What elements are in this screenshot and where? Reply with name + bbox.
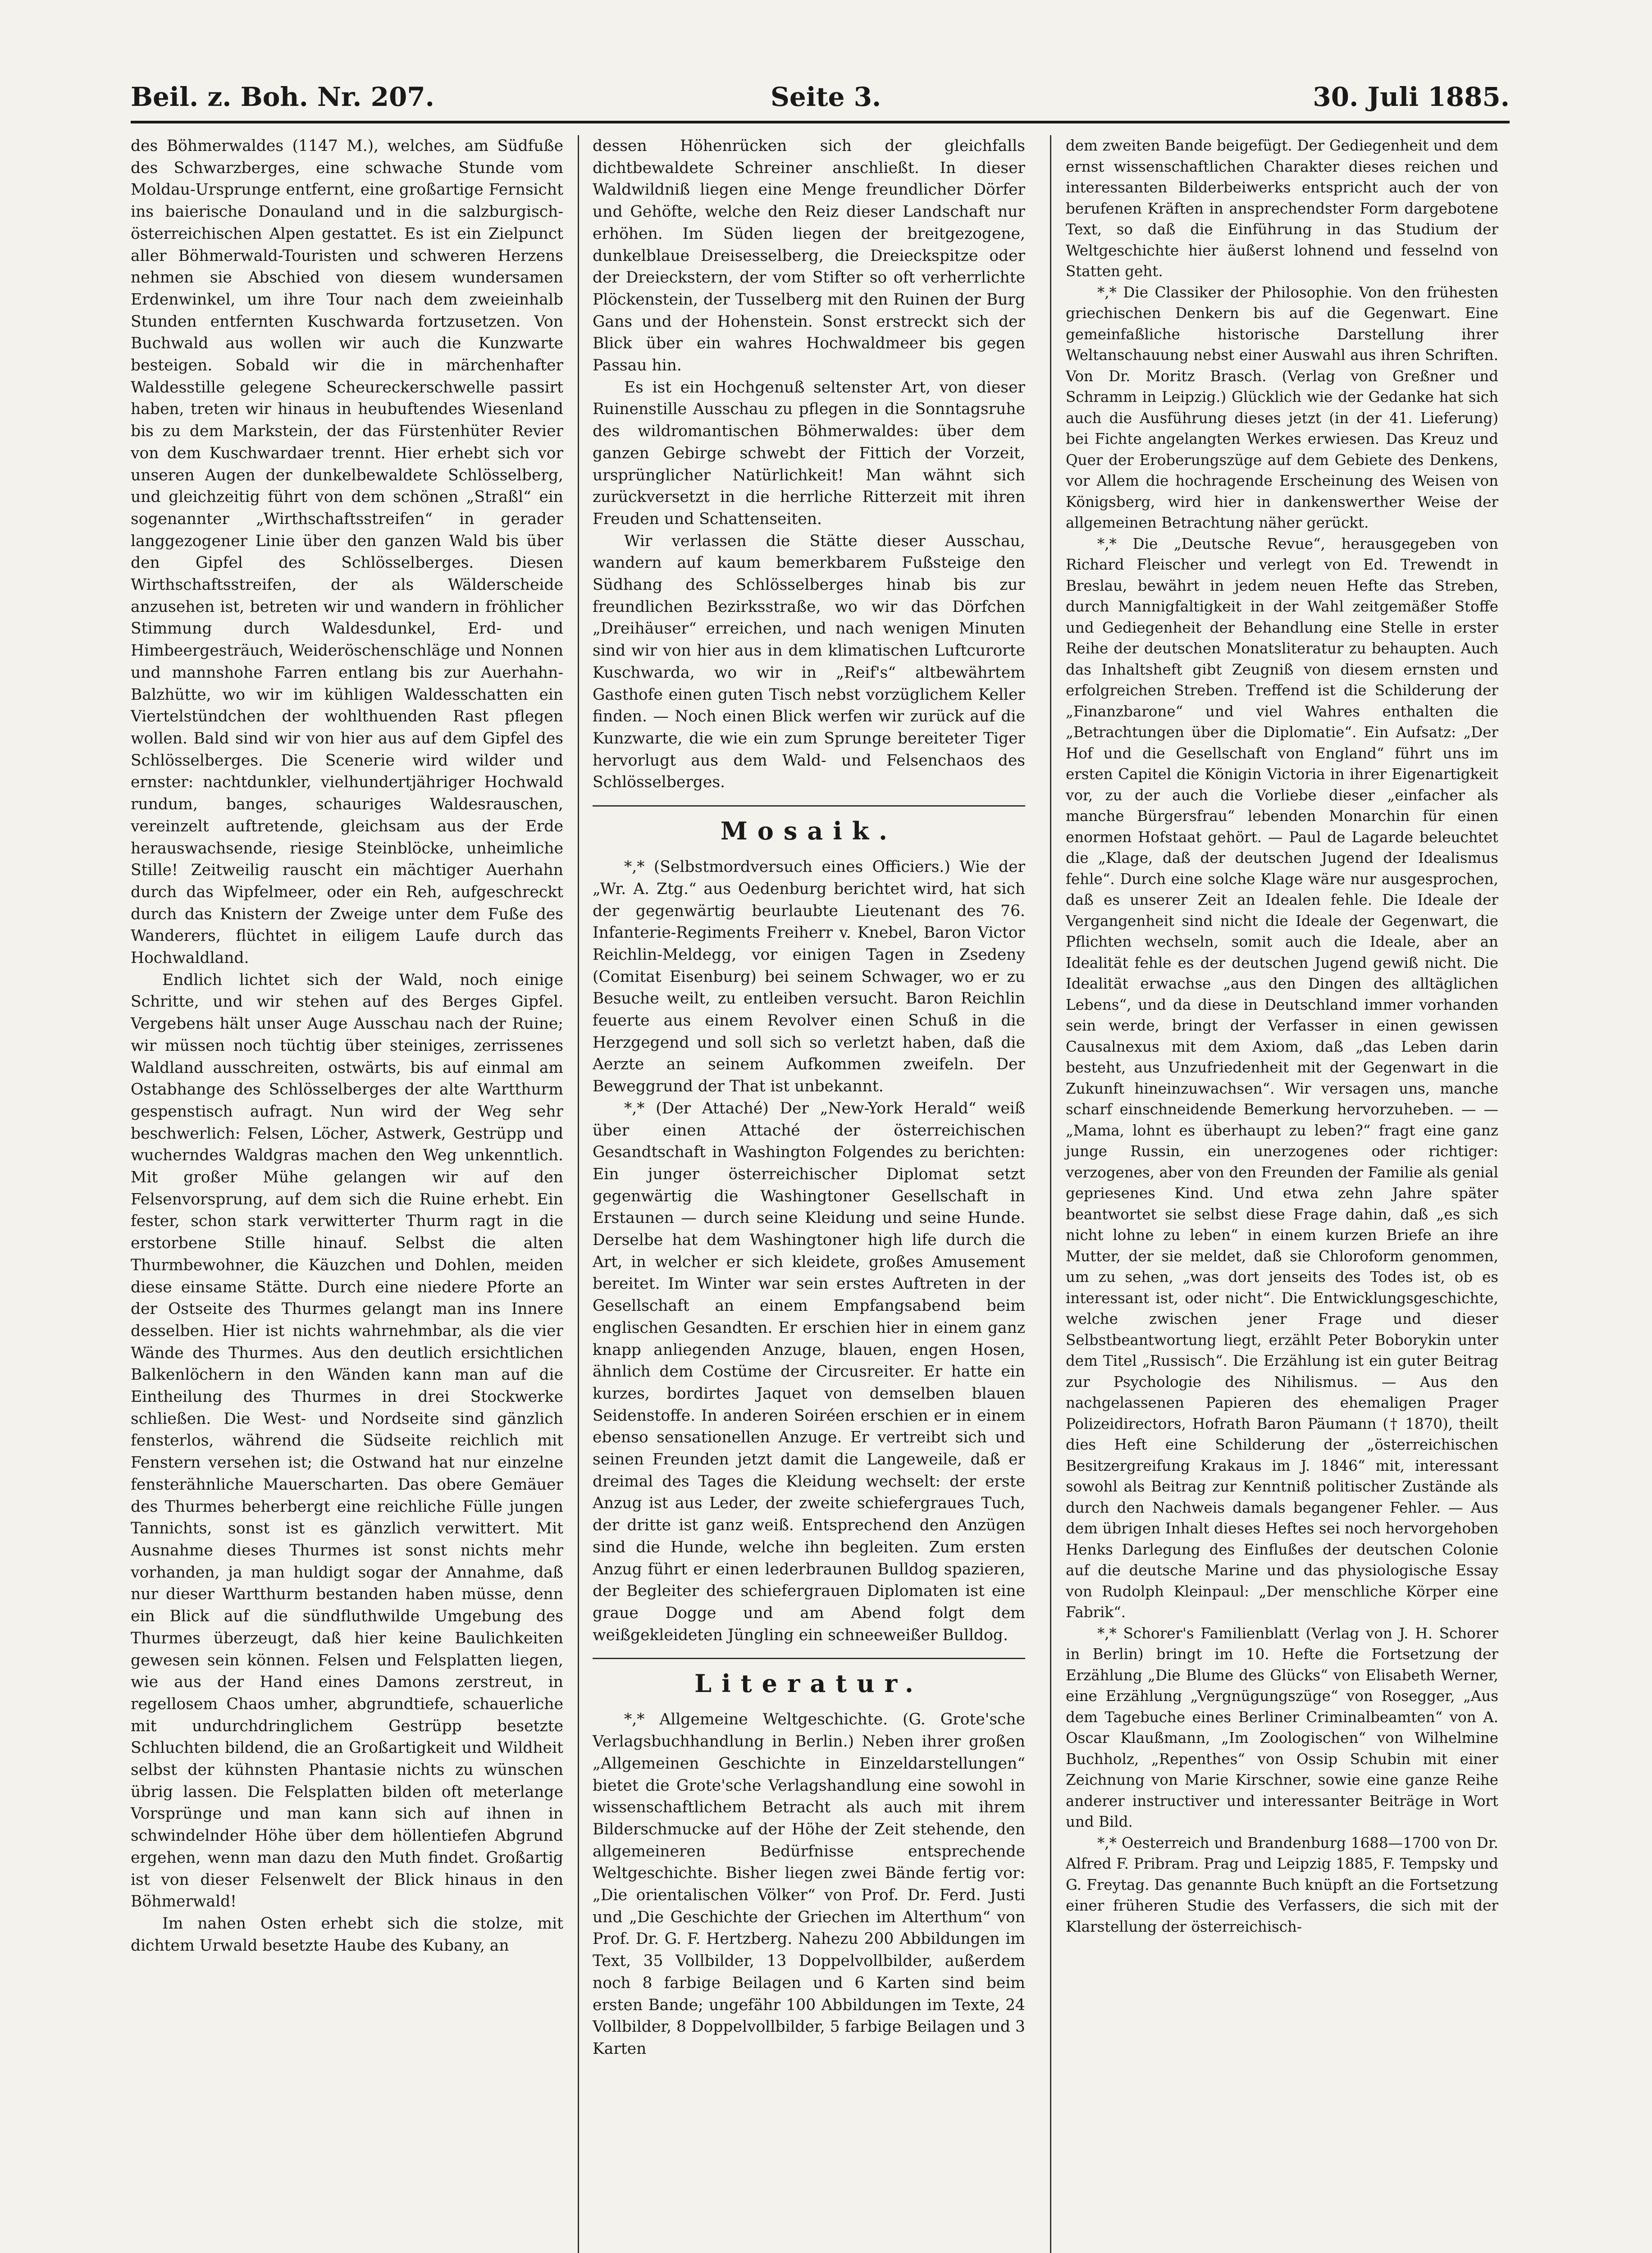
literatur-item: *,* Allgemeine Weltgeschichte. (G. Grote'sche Verlagsbuchhandlung in Berlin.) Neben ihrer großen „Allgemeinen Geschichte in Einzeldarstellungen“ bietet die Grote'sche Verlagshandlung eine sowohl in wissenschaftlichem Betracht als auch mit ihrem Bilderschmucke auf der Höhe der Zeit stehende, den allgemeineren Bedürfnisse entsprechende Weltgeschichte. Bisher liegen zwei Bände fertig vor: „Die orientalischen Völker“ von Prof. Dr. Ferd. Justi und „Die Geschichte der Griechen im Alterthum“ von Prof. Dr. G. F. Hertzberg. Nahezu 200 Abbildungen im Text, 35 Vollbilder, 13 Doppelvollbilder, außerdem noch 8 farbige Beilagen und 6 Karten sind beim ersten Bande; ungefähr 100 Abbildungen im Texte, 24 Vollbilder, 8 Doppelvollbilder, 5 farbige Beilagen und 3 Karten [593, 1710, 1025, 2058]
literatur-item: dem zweiten Bande beigefügt. Der Gediegenheit und dem ernst wissenschaftlichen Charakter dieses reichen und interessanten Bilderbeiwerks entspricht auch der von berufenen Kräften in ansprechendster Form dargebotene Text, so daß die Einführung in das Studium der Weltgeschichte hier äußerst lohnend und fesselnd von Statten geht. [1066, 137, 1498, 280]
mosaik-item: *,* (Selbstmordversuch eines Officiers.) Wie der „Wr. A. Ztg.“ aus Oedenburg berichtet wird, hat sich der gegenwärtig beurlaubte Lieutenant des 76. Infanterie-Regiments Freiherr v. Knebel, Baron Victor Reichlin-Meldegg, vor einigen Tagen in Zsedeny (Comitat Eisenburg) bei seinem Schwager, wo er zu Besuche weilt, zu entleiben versucht. Baron Reichlin feuerte aus einem Revolver einen Schuß in die Herzgegend und soll sich so verletzt haben, daß die Aerzte an seinem Aufkommen zweifeln. Der Beweggrund der That ist unbekannt. [593, 858, 1025, 1096]
literatur-item: *,* Oesterreich und Brandenburg 1688—1700 von Dr. Alfred F. Pribram. Prag und Leipzig 1885, F. Tempsky und G. Freytag. Das genannte Buch knüpft an die Fortsetzung einer früheren Studie des Verfassers, die sich mit der Klarstellung der österreichisch- [1066, 1834, 1498, 1935]
literatur-item: *,* Die „Deutsche Revue“, herausgegeben von Richard Fleischer und verlegt von Ed. Trewendt in Breslau, bewährt in jedem neuen Hefte das Streben, durch Mannigfaltigkeit in der Wahl zeitgemäßer Stoffe und Gediegenheit der Behandlung eine Stelle in erster Reihe der deutschen Monatsliteratur zu behaupten. Auch das Inhaltsheft gibt Zeugniß von diesem ernsten und erfolgreichen Streben. Treffend ist die Schilderung der „Finanzbarone“ und viel Wahres enthalten die „Betrachtungen über die Diplomatie“. Ein Aufsatz: „Der Hof und die Gesellschaft von England“ führt uns im ersten Capitel die Königin Victoria in ihrer Eigenartigkeit vor, zu der auch die Vorliebe dieser „einfacher als manche Bürgersfrau“ lebenden Monarchin für einen enormen Hofstaat gehört. — Paul de Lagarde beleuchtet die „Klage, daß der deutschen Jugend der Idealismus fehle“. Durch eine solche Klage wäre nur ausgesprochen, daß es unserer Zeit an Idealen fehle. Die Ideale der Vergangenheit sind nicht die Ideale der Gegenwart, die Pflichten wechseln, somit auch die Ideale, aber an Idealität fehle es der deutschen Jugend gewiß nicht. Die Idealität erwachse „aus den Dingen des alltäglichen Lebens“, und da diese in Deutschland immer vorhanden sein werde, bringt der Verfasser in einen gewissen Causalnexus mit dem Axiom, daß „das Leben darin besteht, aus Unzufriedenheit mit der Gegenwart in die Zukunft hineinzuwachsen“. Wir versagen uns, manche scharf einschneidende Bemerkung hervorzuheben. — — „Mama, lohnt es überhaupt zu leben?“ fragt eine ganz junge Russin, ein unerzogenes oder richtiger: verzogenes, aber von den Freunden der Familie als genial gepriesenes Kind. Und etwa zehn Jahre später beantwortet sie selbst diese Frage dahin, daß „es sich nicht lohne zu leben“ in einem kurzen Briefe an ihre Mutter, der sie meldet, daß sie Chloroform genommen, um zu sehen, „was dort jenseits des Todes ist, ob es interessant ist, oder nicht“. Die Entwicklungsgeschichte, welche zwischen jener Frage und dieser Selbstbeantwortung liegt, erzählt Peter Boborykin unter dem Titel „Russisch“. Die Erzählung ist ein guter Beitrag zur Psychologie des Nihilismus. — Aus den nachgelassenen Papieren des ehemaligen Prager Polizeidirectors, Hofrath Baron Päumann († 1870), theilt dies Heft eine Schilderung der „österreichischen Besitzergreifung Krakaus im J. 1846“ mit, interessant sowohl als Beitrag zur Kenntniß politischer Zustände als durch den Nachweis damals begangener Fehler. — Aus dem übrigen Inhalt dieses Heftes sei noch hervorgehoben Henks Darlegung des Einflußes der deutschen Colonie auf die deutsche Marine und das physiologische Essay von Rudolph Kleinpaul: „Der menschliche Körper eine Fabrik“. [1066, 535, 1498, 1621]
section-divider [593, 805, 1025, 807]
page-header [131, 77, 1510, 117]
mosaik-heading: Mosaik. [721, 816, 897, 846]
column-divider [578, 135, 579, 2253]
column-middle [593, 135, 1025, 2253]
literatur-heading: Literatur. [694, 1669, 923, 1698]
travel-article-paragraph: Wir verlassen die Stätte dieser Ausschau, wandern auf kaum bemerkbarem Fußsteige den Südhang des Schlösselberges hinab bis zur freundlichen Bezirksstraße, wo wir das Dörfchen „Dreihäuser“ erreichen, und nach wenigen Minuten sind wir von hier aus in dem klimatischen Luftcurorte Kuschwarda, wo wir in „Reif's“ altbewährtem Gasthofe einen guten Tisch nebst vorzüglichem Keller finden. — Noch einen Blick werfen wir zurück auf die Kunzwarte, die wie ein zum Sprunge bereiteter Tiger hervorlugt aus dem Wald- und Felsenchaos des Schlösselberges. [593, 532, 1025, 792]
travel-article-paragraph: dessen Höhenrücken sich der gleichfalls dichtbewaldete Schreiner anschließt. In dieser Waldwildniß liegen eine Menge freundlicher Dörfer und Gehöfte, welche den Reiz dieser Landschaft nur erhöhen. Im Süden liegen der breitgezogene, dunkelblaue Dreisesselberg, die Dreieckspitze oder der Dreieckstern, der vom Stifter so oft verherrlichte Plöckenstein, der Tusselberg mit den Ruinen der Burg Gans und der Hohenstein. Sonst erstreckt sich der Blick über ein wahres Hochwaldmeer bis gegen Passau hin. [593, 137, 1025, 375]
header-date: 30. Juli 1885. [1313, 82, 1510, 112]
header-issue: Beil. z. Boh. Nr. 207. [131, 82, 434, 112]
literatur-item: *,* Schorer's Familienblatt (Verlag von J. H. Schorer in Berlin) bringt im 10. Hefte die Fortsetzung der Erzählung „Die Blume des Glücks“ von Elisabeth Werner, eine Erzählung „Vergnügungszüge“ von Rosegger, „Aus dem Tagebuche eines Berliner Criminalbeamten“ von A. Oscar Klaußmann, „Im Zoologischen“ von Wilhelmine Buchholz, „Repenthes“ von Ossip Schubin mit einer Zeichnung von Marie Kirschner, sowie eine ganze Reihe anderer instructiver und interessanter Beiträge in Wort und Bild. [1066, 1624, 1498, 1830]
column-divider [1050, 135, 1051, 2253]
literatur-item: *,* Die Classiker der Philosophie. Von den frühesten griechischen Denkern bis auf die Gegenwart. Eine gemeinfaßliche historische Darstellung ihrer Weltanschauung nebst einer Auswahl aus ihren Schriften. Von Dr. Moritz Brasch. (Verlag von Greßner und Schramm in Leipzig.) Glücklich wie der Gedanke hat sich auch die Ausführung dieses jetzt (in der 41. Lieferung) bei Fichte angelangten Werkes erwiesen. Das Kreuz und Quer der Eroberungszüge auf dem Gebiete des Denkens, vor Allem die hochragende Erscheinung des Weisen von Königsberg, wird hier in dankenswerther Weise der allgemeinen Betrachtung näher gerückt. [1066, 283, 1498, 531]
travel-article-paragraph: Endlich lichtet sich der Wald, noch einige Schritte, und wir stehen auf des Berges Gipfel. Vergebens hält unser Auge Ausschau nach der Ruine; wir müssen noch tüchtig über steiniges, zerrissenes Waldland ausschreiten, ostwärts, bis auf einmal am Ostabhange des Schlösselberges der alte Wartthurm gespenstisch aufragt. Nun wird der Weg sehr beschwerlich: Felsen, Löcher, Astwerk, Gestrüpp und wucherndes Waldgras machen den Weg unkenntlich. Mit großer Mühe gelangen wir auf den Felsenvorsprung, auf dem sich die Ruine erhebt. Ein fester, schon stark verwitterter Thurm ragt in die erstorbene Stille hinauf. Selbst die alten Thurmbewohner, die Käuzchen und Dohlen, meiden diese einsame Stätte. Durch eine niedere Pforte an der Ostseite des Thurmes gelangt man ins Innere desselben. Hier ist nichts wahrnehmbar, als die vier Wände des Thurmes. Aus den deutlich ersichtlichen Balkenlöchern in den Wänden kann man auf die Eintheilung des Thurmes in drei Stockwerke schließen. Die West- und Nordseite sind gänzlich fensterlos, während die Südseite reichlich mit Fenstern versehen ist; die Ostwand hat nur einzelne fensterähnliche Mauerscharten. Das obere Gemäuer des Thurmes beherbergt eine reichliche Fülle jungen Tannichts, sonst ist es gänzlich verwittert. Mit Ausnahme dieses Thurmes ist sonst nichts mehr vorhanden, ja man huldigt sogar der Annahme, daß nur dieser Wartthurm bestanden haben müsse, denn ein Blick auf die sündfluthwilde Umgebung des Thurmes überzeugt, daß hier keine Baulichkeiten gewesen sein können. Felsen und Felsplatten liegen, wie aus der Hand eines Damons zerstreut, in regellosem Chaos umher, abgrundtiefe, schauerliche mit undurchdringlichem Gestrüpp besetzte Schluchten bildend, die an Großartigkeit und Wildheit selbst der kühnsten Phantasie nichts zu wünschen übrig lassen. Die Felsplatten bilden oft meterlange Vorsprünge und man kann sich auf ihnen in schwindelnder Höhe über dem höllentiefen Abgrund ergehen, wenn man dazu den Muth findet. Großartig ist von dieser Felsenwelt der Blick hinaus in den Böhmerwald! [131, 971, 563, 1911]
header-page-number: Seite 3. [771, 82, 881, 112]
column-left [131, 135, 563, 2253]
mosaik-item: *,* (Der Attaché) Der „New-York Herald“ weiß über einen Attaché der österreichischen Gesandtschaft in Washington Folgendes zu berichten: Ein junger österreichischer Diplomat setzt gegenwärtig die Washingtoner Gesellschaft in Erstaunen — durch seine Kleidung und seine Hunde. Derselbe hat dem Washingtoner high life durch die Art, in welcher er sich kleidete, großes Amusement bereitet. Im Winter war sein erstes Auftreten in der Gesellschaft an einem Empfangsabend beim englischen Gesandten. Er erschien hier in einem ganz knapp anliegenden Anzuge, blauen, engen Hosen, ähnlich dem Costüme der Circusreiter. Er hatte ein kurzes, bordirtes Jaquet von demselben blauen Seidenstoffe. In anderen Soiréen erschien er in einem ebenso sensationellen Anzuge. Er vertreibt sich und seinen Freunden jetzt damit die Langeweile, daß er dreimal des Tages die Kleidung wechselt: der erste Anzug ist aus Leder, der zweite schiefergraues Tuch, der dritte ist ganz weiß. Entsprechend den Anzügen sind die Hunde, welche ihn begleiten. Zum ersten Anzug führt er einen lederbraunen Bulldog spazieren, der Begleiter des schiefergrauen Diplomaten ist eine graue Dogge und am Abend folgt dem weißgekleideten Jüngling ein schneeweißer Bulldog. [593, 1099, 1025, 1644]
travel-article-paragraph: Im nahen Osten erhebt sich die stolze, mit dichtem Urwald besetzte Haube des Kubany, an [131, 1914, 563, 1955]
column-right [1066, 135, 1498, 2253]
travel-article-paragraph: des Böhmerwaldes (1147 M.), welches, am Südfuße des Schwarzberges, eine schwache Stunde vom Moldau-Ursprunge entfernt, eine großartige Fernsicht ins baierische Donauland und in die salzburgisch-österreichischen Alpen gestattet. Es ist ein Zielpunct aller Böhmerwald-Touristen und schweren Herzens nehmen sie Abschied von diesem wundersamen Erdenwinkel, um ihre Tour nach dem zweieinhalb Stunden entfernten Kuschwarda fortzusetzen. Von Buchwald aus wollen wir auch die Kunzwarte besteigen. Sobald wir die in märchenhafter Waldesstille gelegene Scheureckerschwelle passirt haben, treten wir hinaus in heubuftendes Wiesenland bis zu dem Markstein, der das Fürstenhüter Revier von dem Kuschwardaer trennt. Hier erhebt sich vor unseren Augen der dunkelbewaldete Schlösselberg, und gleichzeitig führt von dem schönen „Straßl“ ein sogenannter „Wirthschaftsstreifen“ in gerader langgezogener Linie über den ganzen Wald bis über den Gipfel des Schlösselberges. Diesen Wirthschaftsstreifen, der als Wälderscheide anzusehen ist, betreten wir und wandern in fröhlicher Stimmung durch Waldesdunkel, Erd- und Himbeergesträuch, Weideröschenschläge und Nonnen und mannshohe Farren entlang bis zur Auerhahn-Balzhütte, wo wir im kühligen Waldesschatten ein Viertelstündchen der wohlthuenden Rast pflegen wollen. Bald sind wir von hier aus auf dem Gipfel des Schlösselberges. Die Scenerie wird wilder und ernster: nachtdunkler, vielhundertjähriger Hochwald rundum, banges, schauriges Waldesrauschen, vereinzelt auftretende, gleichsam aus der Erde herauswachsende, riesige Steinblöcke, unheimliche Stille! Zeitweilig rauscht ein mächtiger Auerhahn durch das Wipfelmeer, oder ein Reh, aufgeschreckt durch das Knistern der Zweige unter dem Fuße des Wanderers, flüchtet in eiligem Laufe durch das Hochwaldland. [131, 137, 563, 967]
header-rule [131, 121, 1510, 123]
travel-article-paragraph: Es ist ein Hochgenuß seltenster Art, von dieser Ruinenstille Ausschau zu pflegen in die Sonntagsruhe des wildromantischen Böhmerwaldes: über dem ganzen Gebirge schwebt der Fittich der Vorzeit, ursprünglicher Natürlichkeit! Man wähnt sich zurückversetzt in die herrliche Ritterzeit mit ihren Freuden und Schattenseiten. [593, 378, 1025, 528]
section-divider [593, 1658, 1025, 1659]
